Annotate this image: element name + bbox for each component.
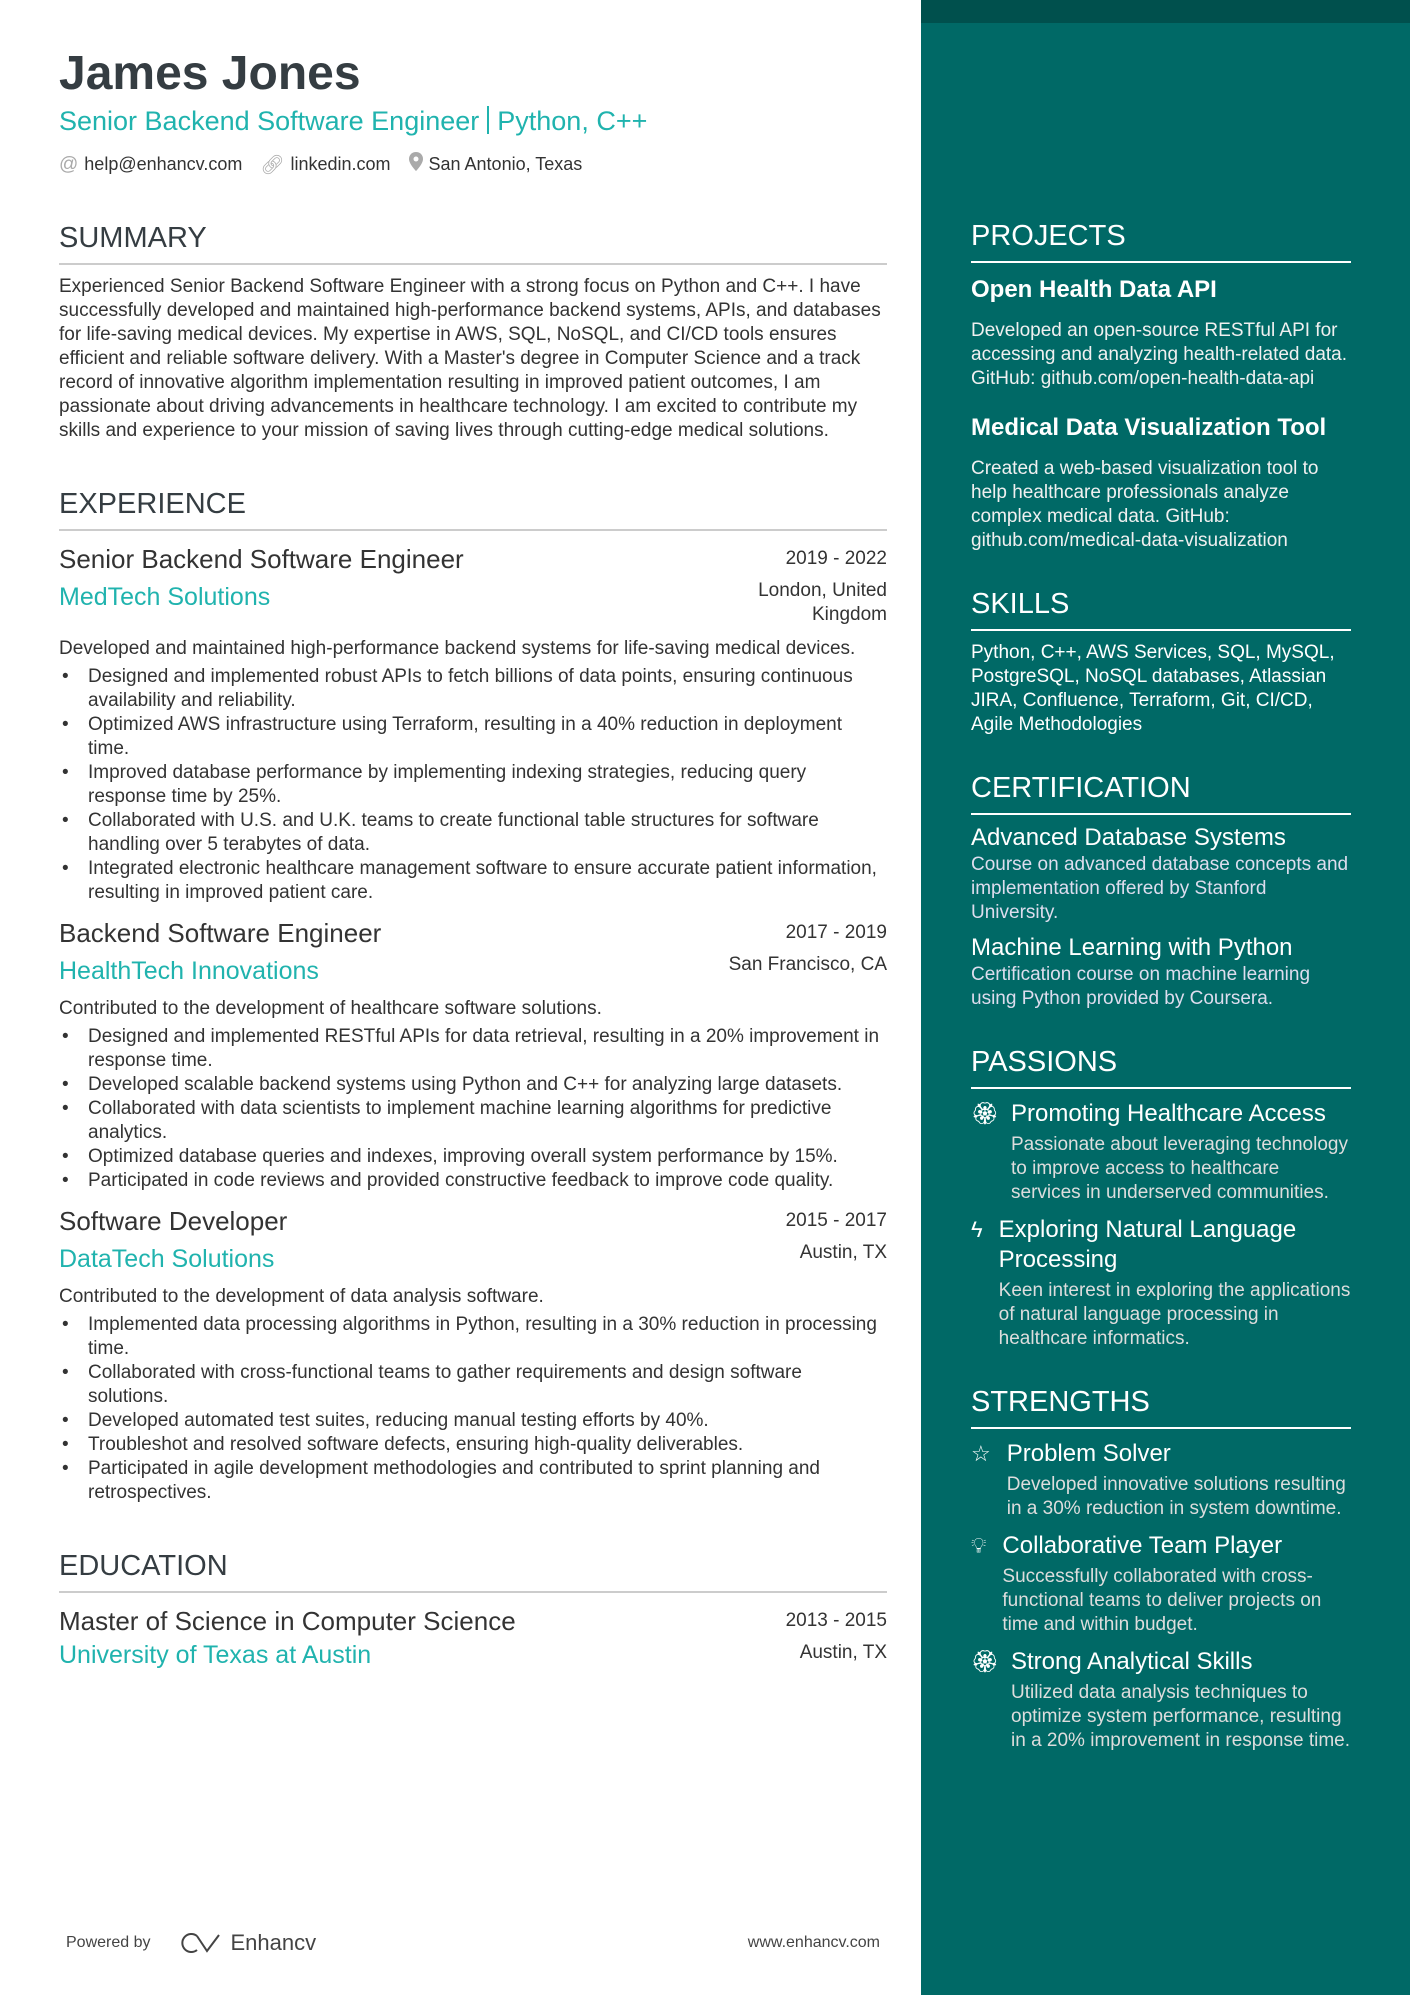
bullet-item: • Collaborated with data scientists to implement machine learning algorithms for predictive analytics. [59, 1097, 887, 1145]
skills-text: Python, C++, AWS Services, SQL, MySQL, PostgreSQL, NoSQL databases, Atlassian JIRA, Confluence, Terraform, Git, CI/CD, Agile Methodologies [971, 642, 1335, 735]
lightbulb-icon: 💡︎ [971, 1533, 987, 1558]
strengths-title: Problem Solver [1006, 1440, 1171, 1467]
award-icon: 🏵︎ [971, 1101, 999, 1126]
job-dates: 2017 - 2019 [785, 922, 887, 943]
passions-list [971, 1099, 1351, 1351]
school: University of Texas at Austin [59, 1641, 372, 1669]
certification-title: Machine Learning with Python [971, 934, 1293, 961]
star-icon: ☆ [971, 1441, 991, 1466]
bullet-item: • Collaborated with U.S. and U.K. teams to create functional table structures for software handling over 5 terabytes of data. [59, 809, 887, 857]
certification-description: Course on advanced database concepts and implementation offered by Stanford University. [971, 854, 1349, 923]
bullet-item: • Designed and implemented robust APIs to fetch billions of data points, ensuring continuous availability and reliability. [59, 665, 887, 713]
title-text: Senior Backend Software Engineer [59, 106, 480, 136]
strengths-list [971, 1439, 1351, 1753]
strengths-item [971, 1531, 1351, 1637]
job-title: Software Developer [59, 1206, 288, 1236]
enhancv-url[interactable]: www.enhancv.com [747, 1934, 880, 1951]
bullet-item: • Optimized AWS infrastructure using Terraform, resulting in a 40% reduction in deployment time. [59, 713, 887, 761]
bullet-item: • Improved database performance by implementing indexing strategies, reducing query response time by 25%. [59, 761, 887, 809]
skills-heading: SKILLS [971, 587, 1351, 631]
main-column [59, 0, 887, 1671]
strengths-description: Successfully collaborated with cross-functional teams to deliver projects on time and within budget. [1002, 1566, 1322, 1635]
job-dates: 2019 - 2022 [785, 548, 887, 569]
bolt-icon: ϟ [971, 1217, 983, 1242]
title-divider [487, 106, 489, 134]
job-entry [59, 1205, 887, 1505]
bullet-item: • Collaborated with cross-functional teams to gather requirements and design software solutions. [59, 1361, 887, 1409]
company: HealthTech Innovations [59, 957, 319, 985]
education-location: Austin, TX [799, 1642, 887, 1663]
job-description: Developed and maintained high-performance backend systems for life-saving medical devices. [59, 638, 856, 659]
at-icon: @ [59, 153, 79, 175]
project-description: Developed an open-source RESTful API for accessing and analyzing health-related data. GitHub: github.com/open-health-data-api [971, 320, 1348, 389]
passions-description: Keen interest in exploring the applications of natural language processing in healthcare informatics. [998, 1280, 1351, 1349]
strengths-item [971, 1439, 1351, 1521]
project-title: Medical Data Visualization Tool [971, 414, 1327, 441]
candidate-title [59, 104, 887, 138]
strengths-description: Utilized data analysis techniques to optimize system performance, resulting in a 20% improvement in response time. [1011, 1682, 1350, 1751]
award-icon: 🏵︎ [971, 1649, 999, 1674]
projects-list [971, 275, 1351, 553]
link-text: linkedin.com [290, 154, 391, 174]
bullet-item: • Participated in code reviews and provided constructive feedback to improve code quality. [59, 1169, 887, 1193]
strengths-title: Strong Analytical Skills [1011, 1648, 1253, 1675]
email-text: help@enhancv.com [84, 154, 243, 174]
candidate-name: James Jones [59, 47, 361, 100]
strengths-description: Developed innovative solutions resulting in a 30% reduction in system downtime. [1006, 1474, 1346, 1519]
project-item [971, 413, 1351, 553]
enhancv-logo-icon [179, 1931, 225, 1955]
job-location: London, United Kingdom [758, 580, 887, 625]
strengths-heading: STRENGTHS [971, 1385, 1351, 1429]
certification-heading: CERTIFICATION [971, 771, 1351, 815]
bullet-item: • Optimized database queries and indexes, improving overall system performance by 15%. [59, 1145, 887, 1169]
footer [66, 1930, 880, 1956]
job-bullets [59, 1313, 887, 1505]
passions-title: Exploring Natural Language Processing [998, 1216, 1297, 1273]
certification-item [971, 823, 1351, 925]
bullet-item: • Troubleshot and resolved software defects, ensuring high-quality deliverables. [59, 1433, 887, 1457]
job-bullets [59, 665, 887, 905]
passions-item [971, 1099, 1351, 1205]
job-entry [59, 917, 887, 1193]
experience-heading: EXPERIENCE [59, 487, 887, 531]
education-heading: EDUCATION [59, 1549, 887, 1593]
certification-list [971, 823, 1351, 1011]
job-title: Senior Backend Software Engineer [59, 544, 464, 574]
brand-name: Enhancv [230, 1930, 317, 1955]
bullet-item: • Developed automated test suites, reducing manual testing efforts by 40%. [59, 1409, 887, 1433]
company: DataTech Solutions [59, 1245, 275, 1273]
bullet-item: • Developed scalable backend systems using Python and C++ for analyzing large datasets. [59, 1073, 887, 1097]
location-text: San Antonio, Texas [428, 154, 583, 174]
passions-description: Passionate about leveraging technology to improve access to healthcare services in underserved communities. [1011, 1134, 1348, 1203]
company: MedTech Solutions [59, 583, 271, 611]
education-dates: 2013 - 2015 [785, 1610, 887, 1631]
certification-description: Certification course on machine learning using Python provided by Coursera. [971, 964, 1311, 1009]
experience-list [59, 543, 887, 1505]
job-description: Contributed to the development of data analysis software. [59, 1286, 544, 1307]
contact-info [59, 152, 887, 177]
job-bullets [59, 1025, 887, 1193]
strengths-title: Collaborative Team Player [1002, 1532, 1283, 1559]
powered-by: Powered by [66, 1934, 151, 1951]
education-entry [59, 1605, 887, 1671]
location-pin-icon [409, 152, 423, 177]
job-location: Austin, TX [799, 1242, 887, 1263]
job-location: San Francisco, CA [728, 954, 887, 975]
sidebar [921, 0, 1410, 1995]
job-title: Backend Software Engineer [59, 918, 382, 948]
email[interactable] [59, 154, 242, 176]
location [409, 152, 583, 177]
project-title: Open Health Data API [971, 276, 1217, 303]
bullet-item: • Participated in agile development methodologies and contributed to sprint planning and retrospectives. [59, 1457, 887, 1505]
bullet-item: • Integrated electronic healthcare management software to ensure accurate patient information, resulting in improved patient care. [59, 857, 887, 905]
certification-item [971, 933, 1351, 1011]
strengths-item [971, 1647, 1351, 1753]
certification-title: Advanced Database Systems [971, 824, 1286, 851]
title-extra: Python, C++ [497, 106, 648, 136]
summary-text: Experienced Senior Backend Software Engineer with a strong focus on Python and C++. I have successfully developed and maintained high-performance backend systems, APIs, and databases for life-saving medical devices. My expertise in AWS, SQL, NoSQL, and CI/CD tools ensures efficient and reliable software delivery. With a Master's degree in Computer Science and a track record of innovative algorithm implementation resulting in improved patient outcomes, I am passionate about driving advancements in healthcare technology. I am excited to contribute my skills and experience to your mission of saving lives through cutting-edge medical solutions. [59, 276, 881, 441]
enhancv-logo[interactable] [179, 1930, 317, 1956]
job-dates: 2015 - 2017 [785, 1210, 887, 1231]
bullet-item: • Implemented data processing algorithms in Python, resulting in a 30% reduction in processing time. [59, 1313, 887, 1361]
bullet-item: • Designed and implemented RESTful APIs for data retrieval, resulting in a 20% improvement in response time. [59, 1025, 887, 1073]
passions-item [971, 1215, 1351, 1351]
job-entry [59, 543, 887, 905]
summary-heading: SUMMARY [59, 221, 887, 265]
projects-heading: PROJECTS [971, 219, 1351, 263]
degree: Master of Science in Computer Science [59, 1606, 516, 1636]
project-item [971, 275, 1351, 391]
passions-heading: PASSIONS [971, 1045, 1351, 1089]
passions-title: Promoting Healthcare Access [1011, 1100, 1326, 1127]
project-description: Created a web-based visualization tool to help healthcare professionals analyze complex medical data. GitHub: github.com/medical-data-visualization [971, 458, 1319, 551]
linkedin-link[interactable] [260, 153, 390, 177]
link-icon: 🔗︎ [260, 154, 285, 176]
job-description: Contributed to the development of healthcare software solutions. [59, 998, 602, 1019]
